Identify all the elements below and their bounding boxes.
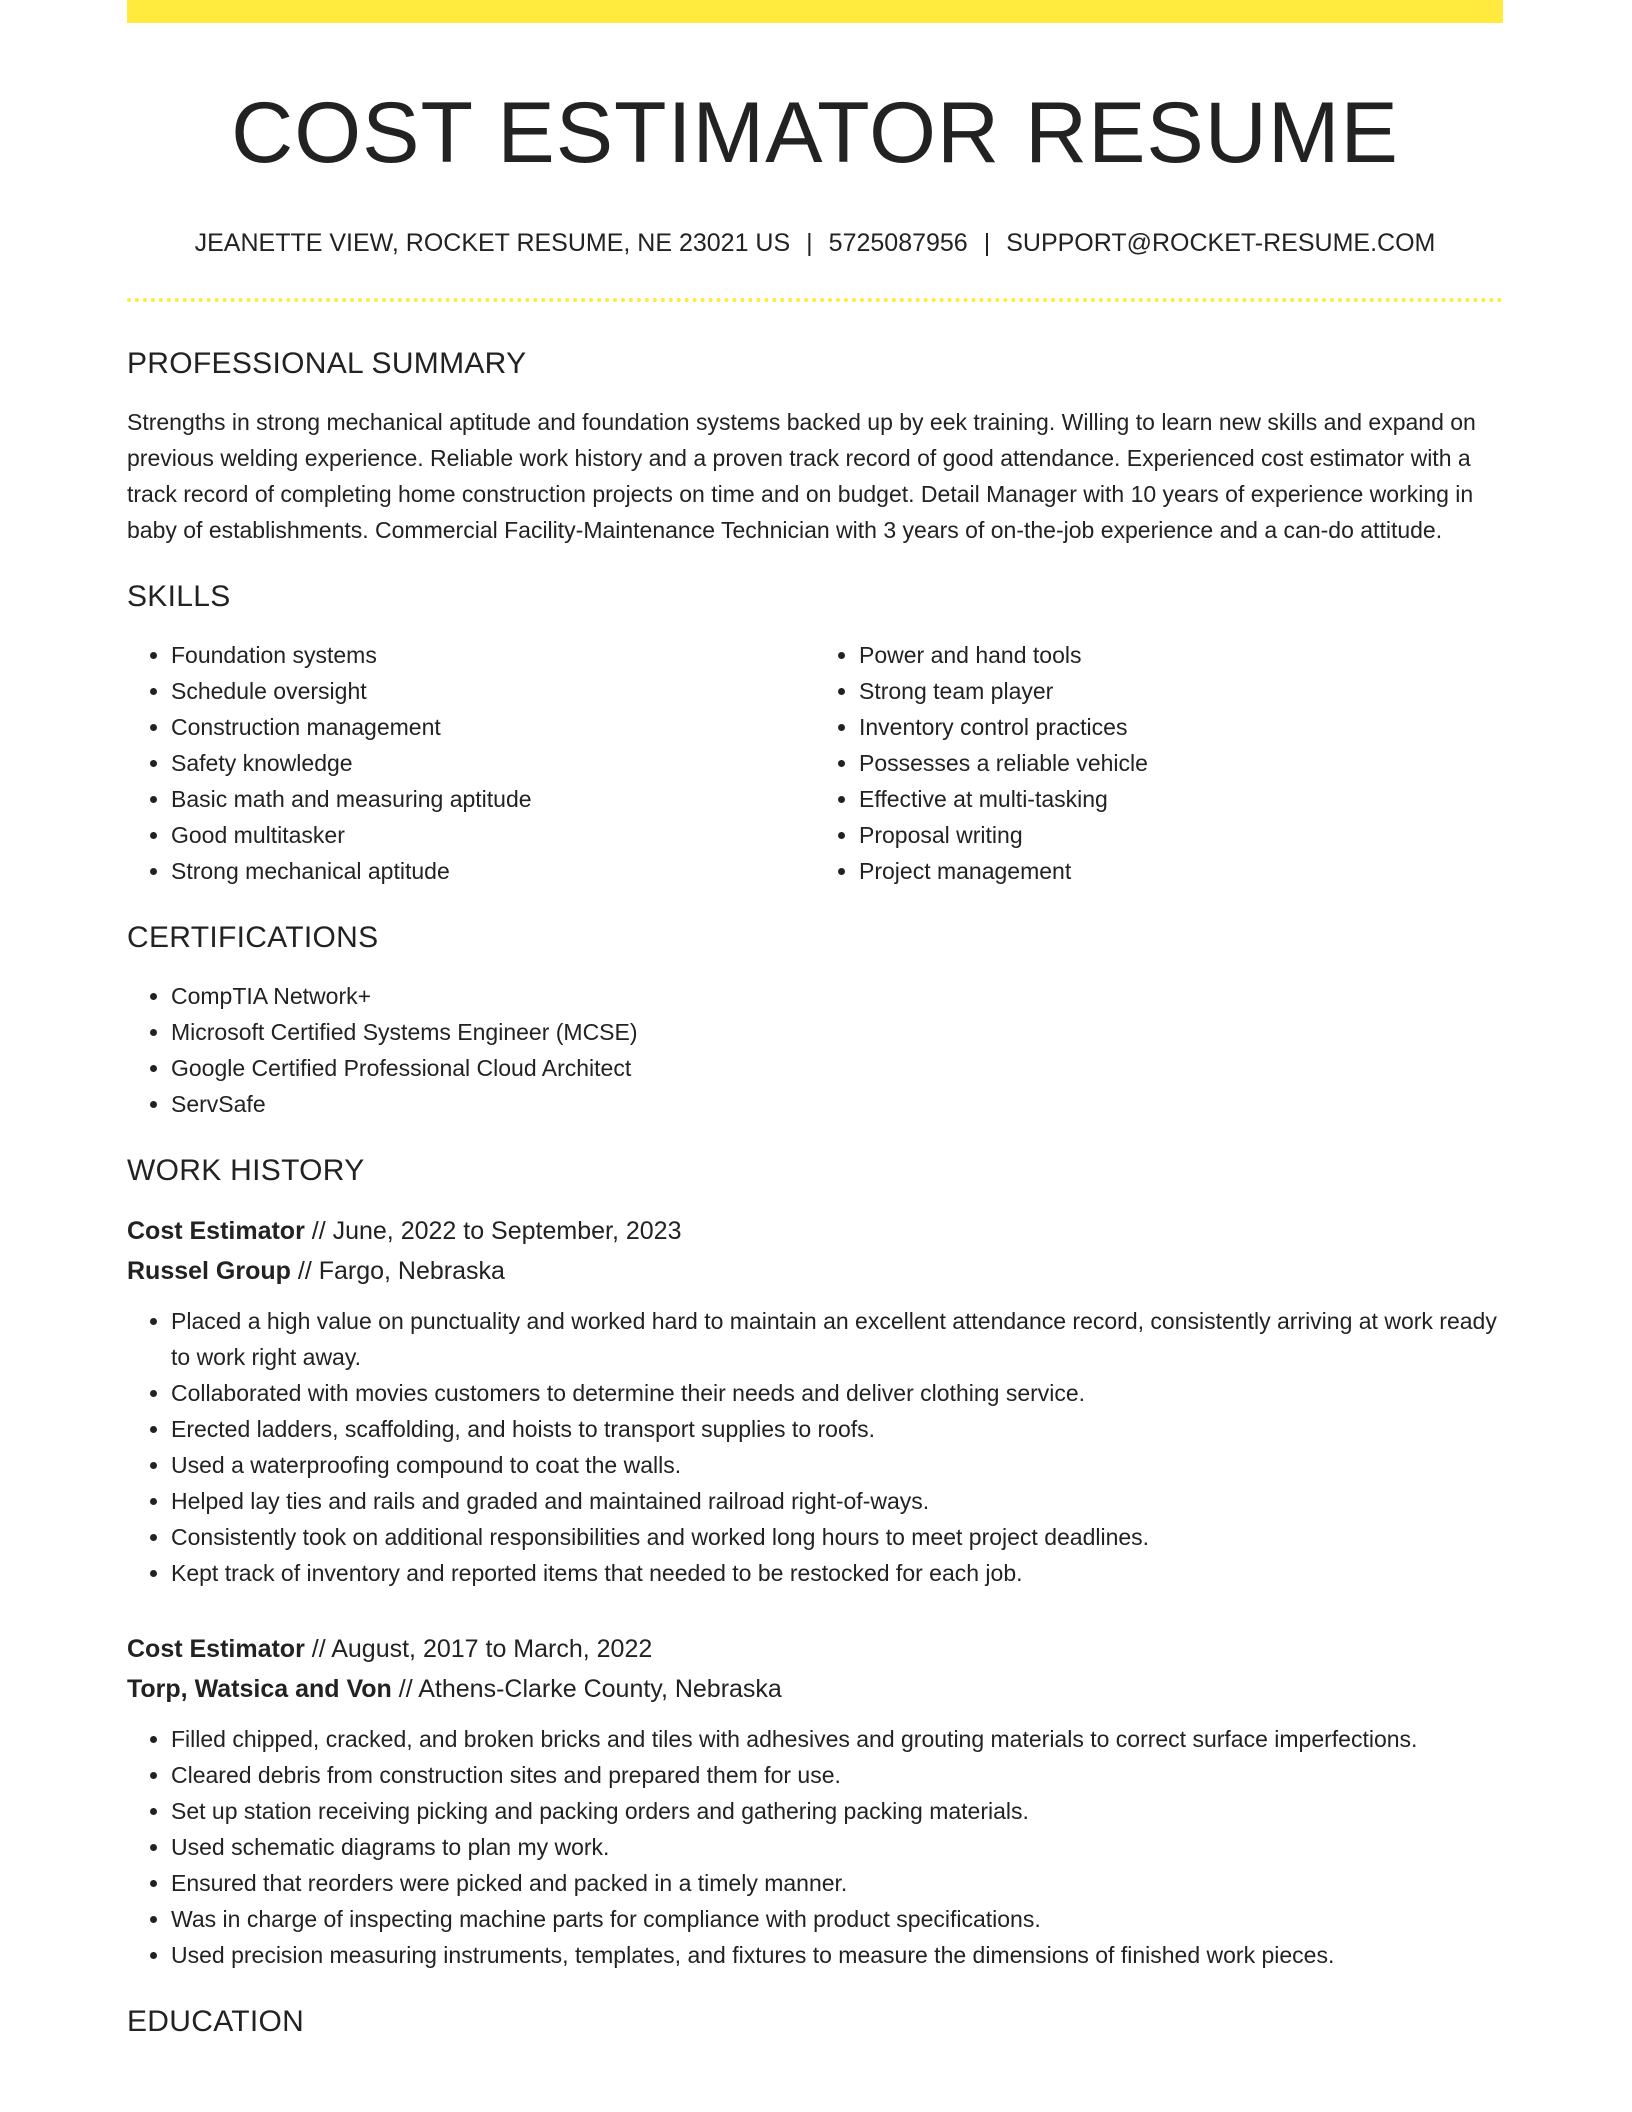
dotted-divider (127, 298, 1503, 302)
job-bullet: • Used precision measuring instruments, templates, and fixtures to measure the dimensions of finished work pieces. (171, 1937, 1503, 1973)
job-role-line (127, 1629, 1503, 1669)
summary-text: Strengths in strong mechanical aptitude and foundation systems backed up by eek training. Willing to learn new skills and expand on previous welding experience. Reliable work history and a proven track record of good attendance. Experienced cost estimator with a track record of completing home construction projects on time and on budget. Detail Manager with 10 years of experience working in baby of establishments. Commercial Facility-Maintenance Technician with 3 years of on-the-job experience and a can-do attitude. (127, 408, 1476, 543)
contact-address: JEANETTE VIEW, ROCKET RESUME, NE 23021 US (194, 228, 791, 257)
skill-item: • Basic math and measuring aptitude (171, 781, 815, 817)
skill-item: • Construction management (171, 709, 815, 745)
job-dates: // June, 2022 to September, 2023 (304, 1216, 682, 1245)
skill-item: • Foundation systems (171, 637, 815, 673)
summary-heading: PROFESSIONAL SUMMARY (127, 346, 527, 380)
education-heading: EDUCATION (127, 2004, 305, 2038)
job-bullet: • Used a waterproofing compound to coat the walls. (171, 1447, 1503, 1483)
job-bullet: • Kept track of inventory and reported items that needed to be restocked for each job. (171, 1555, 1503, 1591)
job-dates: // August, 2017 to March, 2022 (304, 1634, 653, 1663)
job-bullet: • Collaborated with movies customers to determine their needs and deliver clothing service. (171, 1375, 1503, 1411)
job-company-line (127, 1669, 1503, 1709)
skill-item: • Strong mechanical aptitude (171, 853, 815, 889)
certification-item: • Microsoft Certified Systems Engineer (MCSE) (171, 1014, 1503, 1050)
contact-separator: | (806, 228, 813, 257)
skills-heading: SKILLS (127, 579, 231, 613)
skill-item: • Power and hand tools (859, 637, 1503, 673)
job-bullet: • Cleared debris from construction sites and prepared them for use. (171, 1757, 1503, 1793)
job-company: Russel Group (127, 1256, 291, 1285)
job-bullets (127, 1721, 1503, 1973)
certification-item: • CompTIA Network+ (171, 978, 1503, 1014)
job-company-line (127, 1251, 1503, 1291)
job-entry (127, 1211, 1503, 1591)
skill-item: • Strong team player (859, 673, 1503, 709)
job-bullet: • Erected ladders, scaffolding, and hoists to transport supplies to roofs. (171, 1411, 1503, 1447)
certifications-list (127, 978, 1503, 1122)
job-bullet: • Consistently took on additional responsibilities and worked long hours to meet project deadlines. (171, 1519, 1503, 1555)
skill-item: • Proposal writing (859, 817, 1503, 853)
job-role: Cost Estimator (127, 1634, 305, 1663)
skill-item: • Safety knowledge (171, 745, 815, 781)
job-role-line (127, 1211, 1503, 1251)
job-bullet: • Ensured that reorders were picked and packed in a timely manner. (171, 1865, 1503, 1901)
skill-item: • Inventory control practices (859, 709, 1503, 745)
certification-item: • Google Certified Professional Cloud Architect (171, 1050, 1503, 1086)
skills-list-left (127, 637, 815, 889)
contact-line (127, 228, 1503, 258)
skills-columns (127, 637, 1503, 889)
job-location: // Fargo, Nebraska (290, 1256, 505, 1285)
resume-title: COST ESTIMATOR RESUME (231, 85, 1399, 181)
contact-email: SUPPORT@ROCKET-RESUME.COM (1006, 228, 1436, 257)
skill-item: • Possesses a reliable vehicle (859, 745, 1503, 781)
skill-item: • Schedule oversight (171, 673, 815, 709)
job-entry (127, 1629, 1503, 1973)
work-history-heading: WORK HISTORY (127, 1153, 365, 1187)
top-accent-bar (127, 0, 1503, 23)
job-bullet: • Filled chipped, cracked, and broken bricks and tiles with adhesives and grouting materials to correct surface imperfections. (171, 1721, 1503, 1757)
certifications-heading: CERTIFICATIONS (127, 920, 379, 954)
skill-item: • Good multitasker (171, 817, 815, 853)
job-bullet: • Placed a high value on punctuality and worked hard to maintain an excellent attendance record, consistently arriving at work ready to work right away. (171, 1303, 1503, 1375)
skill-item: • Project management (859, 853, 1503, 889)
job-bullet: • Was in charge of inspecting machine parts for compliance with product specifications. (171, 1901, 1503, 1937)
job-bullet: • Helped lay ties and rails and graded and maintained railroad right-of-ways. (171, 1483, 1503, 1519)
contact-separator: | (983, 228, 991, 257)
job-location: // Athens-Clarke County, Nebraska (391, 1674, 782, 1703)
contact-phone: 5725087956 (828, 228, 968, 257)
job-company: Torp, Watsica and Von (127, 1674, 392, 1703)
job-role: Cost Estimator (127, 1216, 305, 1245)
job-bullets (127, 1303, 1503, 1591)
job-bullet: • Set up station receiving picking and packing orders and gathering packing materials. (171, 1793, 1503, 1829)
certification-item: • ServSafe (171, 1086, 1503, 1122)
resume-page (127, 0, 1503, 2040)
job-bullet: • Used schematic diagrams to plan my work. (171, 1829, 1503, 1865)
skills-list-right (815, 637, 1503, 889)
skill-item: • Effective at multi-tasking (859, 781, 1503, 817)
